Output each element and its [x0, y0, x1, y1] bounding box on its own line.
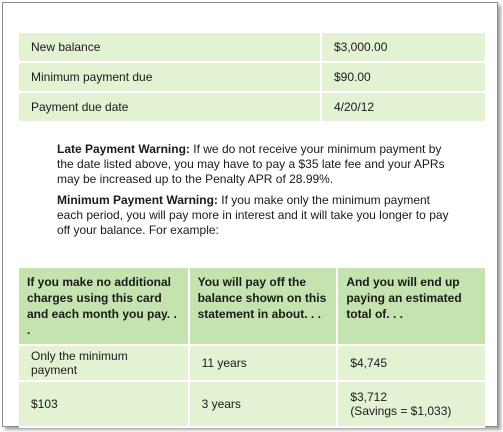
minimum-payment-warning — [57, 193, 457, 238]
header-estimated-total: And you will end up paying an estimated total of. . . — [338, 268, 485, 346]
payment-cell: Only the minimum payment — [19, 346, 190, 382]
summary-row-new-balance — [19, 33, 485, 61]
payoff-time-cell: 11 years — [190, 346, 339, 382]
disclosure-panel — [2, 2, 498, 427]
minimum-payment-warning-text: If you make only the minimum payment each period, you will pay more in interest and it will take you longer to pay off your balance. For example: — [57, 193, 449, 237]
summary-label: Minimum payment due — [19, 63, 322, 91]
table-row — [19, 382, 485, 428]
payment-cell: $103 — [19, 382, 190, 428]
estimated-total-cell — [338, 382, 485, 428]
summary-label: New balance — [19, 33, 322, 61]
summary-row-minimum-payment — [19, 63, 485, 91]
header-payoff-time: You will pay off the balance shown on this statement in about. . . — [190, 268, 339, 346]
payment-example-table — [19, 268, 485, 428]
summary-label: Payment due date — [19, 93, 322, 121]
minimum-payment-warning-title: Minimum Payment Warning: — [57, 193, 218, 207]
summary-value: 4/20/12 — [322, 93, 485, 121]
header-payment: If you make no additional charges using this card and each month you pay. . . — [19, 268, 190, 346]
late-payment-warning-title: Late Payment Warning: — [57, 142, 190, 156]
warnings-section — [57, 142, 457, 244]
summary-value: $90.00 — [322, 63, 485, 91]
account-summary-table — [19, 31, 485, 123]
table-row — [19, 346, 485, 382]
example-header-row — [19, 268, 485, 346]
estimated-total-cell — [338, 346, 485, 382]
payoff-time-cell: 3 years — [190, 382, 339, 428]
late-payment-warning-text: If we do not receive your minimum payment by the date listed above, you may have to pay a $35 late fee and your APRs may be increased up to the Penalty APR of 28.99%. — [57, 142, 445, 186]
savings-note: (Savings = $1,033) — [350, 404, 452, 418]
summary-value: $3,000.00 — [322, 33, 485, 61]
estimated-total-value: $4,745 — [350, 356, 388, 370]
estimated-total-value: $3,712 — [350, 390, 388, 404]
summary-row-due-date — [19, 93, 485, 121]
late-payment-warning — [57, 142, 457, 187]
